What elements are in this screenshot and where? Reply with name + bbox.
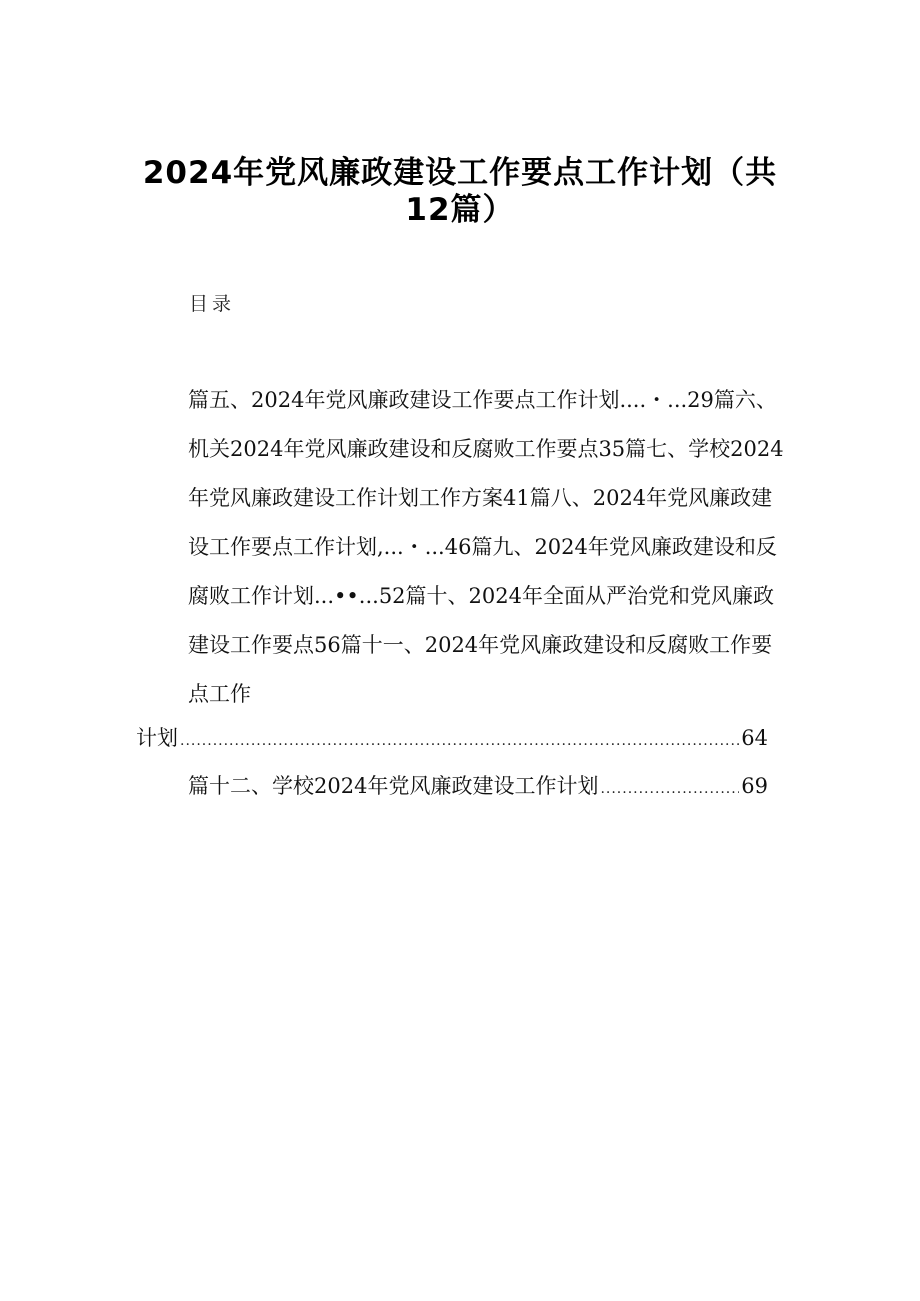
toc-line: 篇五、2024年党风廉政建设工作要点工作计划....・...29篇六、: [188, 388, 777, 412]
toc-entry-row: [188, 770, 768, 800]
toc-page-number: 64: [741, 726, 768, 750]
toc-line: 设工作要点工作计划,...・...46篇九、2024年党风廉政建设和反: [188, 535, 777, 559]
toc-line: 机关2024年党风廉政建设和反腐败工作要点35篇七、学校2024: [188, 437, 784, 461]
document-title-line-1: 2024年党风廉政建设工作要点工作计划（共: [142, 155, 778, 191]
toc-line: 建设工作要点56篇十一、2024年党风廉政建设和反腐败工作要: [188, 633, 773, 657]
toc-line: 腐败工作计划...••...52篇十、2024年全面从严治党和党风廉政: [188, 584, 774, 608]
document-title-line-2: 12篇）: [405, 192, 515, 228]
toc-line: 点工作: [188, 682, 251, 706]
dot-leader: [180, 733, 739, 749]
toc-entry-label: 篇十二、学校2024年党风廉政建设工作计划: [188, 774, 599, 798]
dot-leader: [600, 781, 739, 797]
toc-heading: 目录: [189, 293, 236, 315]
toc-page-number: 69: [741, 774, 768, 798]
toc-entry-label: 计划: [136, 726, 178, 750]
toc-entry-row: [136, 722, 768, 752]
toc-line: 年党风廉政建设工作计划工作方案41篇八、2024年党风廉政建: [188, 486, 773, 510]
